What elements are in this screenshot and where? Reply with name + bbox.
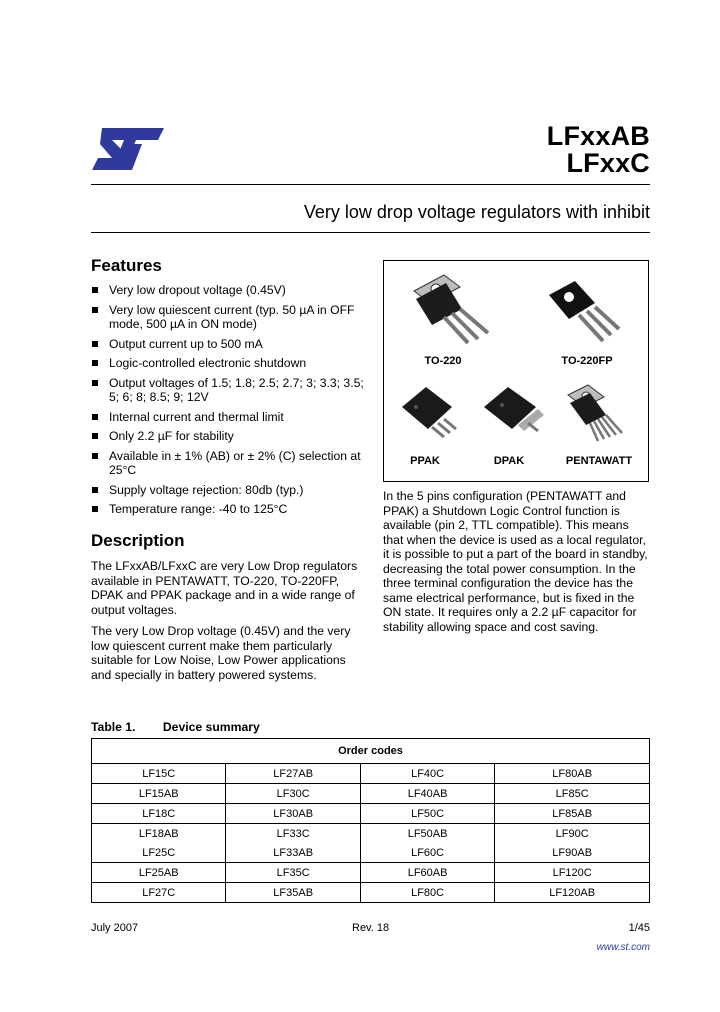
package-label: TO-220 xyxy=(424,355,462,367)
feature-item: Very low dropout voltage (0.45V) xyxy=(91,283,366,298)
table-cell: LF35C xyxy=(226,863,360,883)
table-cell: LF60AB xyxy=(360,863,494,883)
package-label: DPAK xyxy=(493,455,525,467)
table-cell: LF50AB xyxy=(360,824,494,844)
shutdown-description: In the 5 pins configuration (PENTAWATT and PPAK) a Shutdown Logic Control function is available (pin 2, TTL compatible). This means that when the device is used as a local regulator, it is possible to put a part of the board in standby, decreasing the total power consumption. In the three terminal configuration the device has the same electrical performance, but is fixed in the ON state. It requires only a 2.2 µF capacitor for stability allowing space and cost saving. xyxy=(383,489,648,634)
feature-item: Output current up to 500 mA xyxy=(91,337,366,352)
document-subtitle: Very low drop voltage regulators with inhibit xyxy=(303,202,650,222)
package-label: TO-220FP xyxy=(561,355,613,367)
feature-item: Supply voltage rejection: 80db (typ.) xyxy=(91,483,366,498)
table-cell: LF120C xyxy=(495,863,650,883)
feature-item: Only 2.2 µF for stability xyxy=(91,429,366,444)
part-number-2: LFxxC xyxy=(566,148,650,178)
table-cell: LF85C xyxy=(495,784,650,804)
package-figure xyxy=(383,260,649,482)
table-cell: LF18C xyxy=(92,804,226,824)
table-caption xyxy=(91,720,260,734)
table-cell: LF25AB xyxy=(92,863,226,883)
table-cell: LF40AB xyxy=(360,784,494,804)
table-cell: LF40C xyxy=(360,764,494,784)
table-cell: LF80AB xyxy=(495,764,650,784)
to220fp-package-icon xyxy=(539,269,631,357)
footer-date: July 2007 xyxy=(91,922,139,934)
feature-item: Logic-controlled electronic shutdown xyxy=(91,356,366,371)
table-cell: LF33C xyxy=(226,824,360,844)
table-caption-title: Device summary xyxy=(162,720,260,734)
table-cell: LF30AB xyxy=(226,804,360,824)
table-cell: LF30C xyxy=(226,784,360,804)
table-header: Order codes xyxy=(92,739,650,764)
footer-revision: Rev. 18 xyxy=(352,922,390,934)
feature-item: Available in ± 1% (AB) or ± 2% (C) selection at 25°C xyxy=(91,449,366,478)
description-paragraph-1: The LFxxAB/LFxxC are very Low Drop regulators available in PENTAWATT, TO-220, TO-220FP, DPAK and PPAK package and in a wide range of output voltages. xyxy=(91,559,358,617)
table-cell: LF33AB xyxy=(226,843,360,863)
to220-package-icon xyxy=(406,269,498,357)
part-number-1: LFxxAB xyxy=(546,121,650,151)
header-rule xyxy=(91,184,650,185)
ppak-package-icon xyxy=(396,379,466,445)
footer-page-number: 1/45 xyxy=(628,922,650,934)
table-cell: LF27C xyxy=(92,883,226,903)
feature-item: Temperature range: -40 to 125°C xyxy=(91,502,366,517)
feature-item: Internal current and thermal limit xyxy=(91,410,366,425)
table-cell: LF60C xyxy=(360,843,494,863)
table-cell: LF90C xyxy=(495,824,650,844)
features-list xyxy=(91,283,366,522)
table-cell: LF15C xyxy=(92,764,226,784)
features-heading: Features xyxy=(91,256,162,275)
feature-item: Output voltages of 1.5; 1.8; 2.5; 2.7; 3; 3.3; 3.5; 5; 6; 8; 8.5; 9; 12V xyxy=(91,376,366,405)
package-label: PPAK xyxy=(410,455,440,467)
table-cell: LF90AB xyxy=(495,843,650,863)
description-heading: Description xyxy=(91,531,185,550)
table-caption-label: Table 1. xyxy=(91,720,136,734)
subtitle-rule xyxy=(91,232,650,233)
feature-item: Very low quiescent current (typ. 50 µA in OFF mode, 500 µA in ON mode) xyxy=(91,303,366,332)
table-cell: LF15AB xyxy=(92,784,226,804)
dpak-package-icon xyxy=(478,379,550,445)
table-cell: LF80C xyxy=(360,883,494,903)
footer-url-link[interactable]: www.st.com xyxy=(596,942,650,953)
table-cell: LF18AB xyxy=(92,824,226,844)
package-label: PENTAWATT xyxy=(565,455,633,467)
st-logo xyxy=(90,126,166,172)
device-summary-table xyxy=(91,738,650,903)
pentawatt-package-icon xyxy=(564,381,638,447)
table-cell: LF35AB xyxy=(226,883,360,903)
table-cell: LF120AB xyxy=(495,883,650,903)
table-cell: LF50C xyxy=(360,804,494,824)
table-cell: LF27AB xyxy=(226,764,360,784)
table-cell: LF25C xyxy=(92,843,226,863)
table-cell: LF85AB xyxy=(495,804,650,824)
description-paragraph-2: The very Low Drop voltage (0.45V) and the very low quiescent current make them particularly suitable for Low Noise, Low Power applications and specially in battery powered systems. xyxy=(91,624,351,682)
